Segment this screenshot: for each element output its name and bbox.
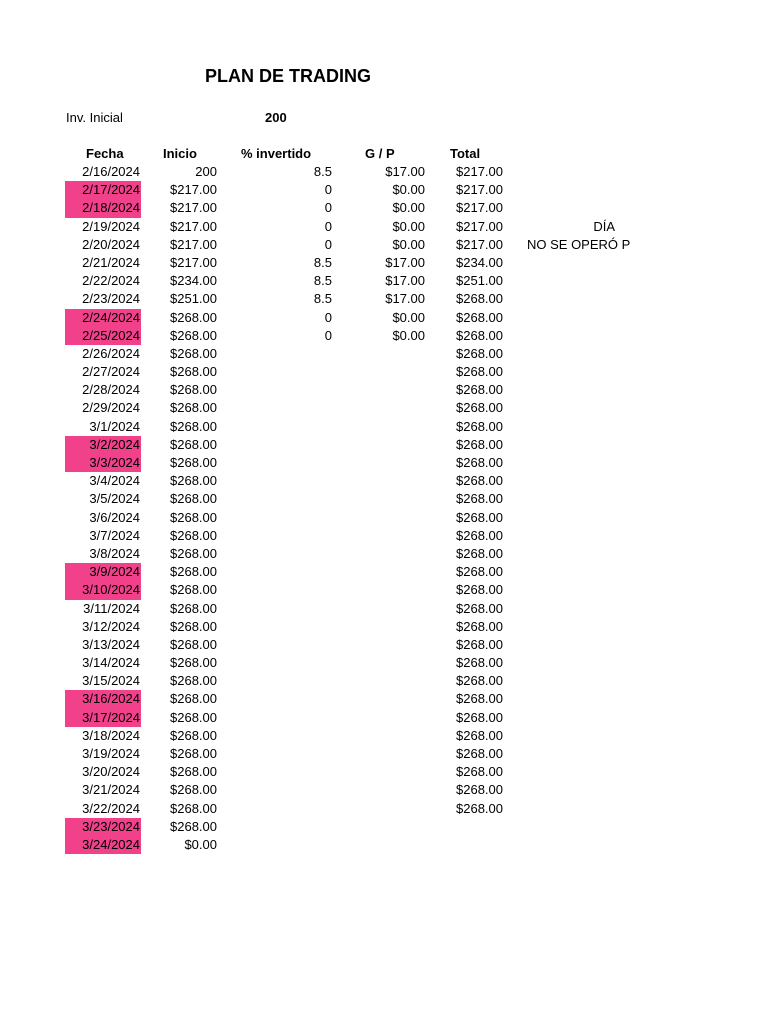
table-row — [0, 709, 768, 727]
cell-fecha[interactable]: 3/7/2024 — [89, 527, 140, 543]
cell-pct-invertido[interactable]: 8.5 — [313, 291, 332, 307]
cell-inicio[interactable]: $0.00 — [184, 836, 217, 852]
table-row — [0, 381, 768, 399]
cell-pct-invertido[interactable] — [250, 490, 332, 508]
cell-inicio[interactable]: $268.00 — [170, 564, 217, 580]
cell-total[interactable]: $217.00 — [456, 200, 503, 216]
table-row — [0, 636, 768, 654]
cell-inicio[interactable]: $268.00 — [170, 455, 217, 470]
cell-total[interactable]: $268.00 — [456, 600, 503, 616]
cell-total[interactable]: $268.00 — [456, 527, 503, 543]
table-row — [0, 345, 768, 363]
cell-total[interactable]: $268.00 — [456, 709, 503, 725]
cell-total[interactable]: $268.00 — [456, 545, 503, 561]
table-row — [0, 490, 768, 508]
cell-gp[interactable]: $0.00 — [392, 200, 425, 216]
cell-gp[interactable]: $17.00 — [385, 273, 425, 289]
table-row — [0, 836, 768, 854]
cell-gp[interactable] — [345, 600, 425, 618]
table-row — [0, 218, 768, 236]
cell-fecha[interactable]: 2/27/2024 — [82, 364, 140, 380]
cell-inicio[interactable]: $268.00 — [170, 691, 217, 707]
cell-inicio[interactable]: $251.00 — [170, 291, 217, 307]
table-row — [0, 509, 768, 527]
cell-pct-invertido[interactable] — [250, 727, 332, 745]
cell-fecha[interactable]: 2/16/2024 — [82, 164, 140, 179]
cell-total[interactable]: $268.00 — [456, 327, 503, 343]
header-total: Total — [450, 146, 481, 161]
cell-gp[interactable] — [345, 800, 425, 818]
cell-inicio[interactable]: $268.00 — [170, 727, 217, 743]
cell-pct-invertido[interactable]: 0 — [324, 309, 332, 325]
cell-fecha[interactable]: 3/20/2024 — [82, 764, 140, 780]
cell-pct-invertido[interactable] — [250, 709, 332, 727]
cell-inicio[interactable]: $268.00 — [170, 818, 217, 834]
cell-gp[interactable] — [345, 399, 425, 417]
cell-total[interactable]: $217.00 — [456, 164, 503, 179]
cell-total[interactable]: $268.00 — [456, 582, 503, 598]
cell-gp[interactable]: $0.00 — [392, 182, 425, 198]
cell-gp[interactable] — [345, 527, 425, 545]
cell-fecha[interactable]: 3/24/2024 — [65, 836, 141, 854]
cell-fecha[interactable]: 3/9/2024 — [65, 563, 141, 581]
cell-inicio[interactable]: $217.00 — [170, 236, 217, 252]
cell-gp[interactable]: $0.00 — [392, 218, 425, 234]
cell-gp[interactable] — [345, 618, 425, 636]
cell-pct-invertido[interactable] — [250, 345, 332, 363]
cell-gp[interactable]: $17.00 — [385, 291, 425, 307]
cell-total[interactable]: $268.00 — [456, 455, 503, 470]
table-row — [0, 363, 768, 381]
table-row — [0, 690, 768, 708]
cell-pct-invertido[interactable] — [250, 600, 332, 618]
cell-gp[interactable] — [345, 636, 425, 654]
cell-gp[interactable] — [345, 818, 425, 836]
cell-pct-invertido[interactable] — [250, 436, 332, 454]
cell-fecha[interactable]: 2/24/2024 — [65, 309, 141, 327]
cell-fecha[interactable]: 3/17/2024 — [65, 709, 141, 727]
cell-fecha[interactable]: 3/3/2024 — [65, 454, 141, 472]
cell-fecha[interactable]: 3/6/2024 — [89, 509, 140, 525]
cell-gp[interactable] — [345, 345, 425, 363]
cell-total[interactable]: $268.00 — [456, 364, 503, 380]
table-row — [0, 654, 768, 672]
cell-total[interactable]: $268.00 — [456, 309, 503, 325]
note-no-se-opero: NO SE OPERÓ P — [527, 237, 631, 252]
cell-fecha[interactable]: 3/1/2024 — [89, 418, 140, 434]
inv-inicial-value[interactable]: 200 — [265, 110, 287, 125]
table-row — [0, 563, 768, 581]
cell-inicio[interactable]: $268.00 — [170, 364, 217, 380]
cell-total[interactable]: $217.00 — [456, 182, 503, 198]
cell-fecha[interactable]: 2/25/2024 — [65, 327, 141, 345]
cell-fecha[interactable]: 3/8/2024 — [89, 545, 140, 561]
table-row — [0, 545, 768, 563]
cell-pct-invertido[interactable]: 8.5 — [313, 273, 332, 289]
cell-pct-invertido[interactable] — [250, 636, 332, 654]
cell-fecha[interactable]: 3/23/2024 — [65, 818, 141, 836]
cell-gp[interactable] — [345, 581, 425, 599]
cell-inicio[interactable]: $268.00 — [170, 491, 217, 507]
cell-total[interactable]: $268.00 — [456, 473, 503, 489]
cell-pct-invertido[interactable] — [250, 654, 332, 672]
cell-total[interactable]: $268.00 — [456, 655, 503, 671]
cell-total[interactable]: $268.00 — [456, 727, 503, 743]
cell-inicio[interactable]: $268.00 — [170, 309, 217, 325]
cell-pct-invertido[interactable]: 8.5 — [313, 164, 332, 179]
cell-fecha[interactable]: 2/29/2024 — [82, 400, 140, 416]
cell-total[interactable]: $268.00 — [456, 691, 503, 707]
cell-pct-invertido[interactable] — [250, 381, 332, 399]
cell-inicio[interactable]: $217.00 — [170, 200, 217, 216]
cell-fecha[interactable]: 3/22/2024 — [82, 800, 140, 816]
cell-inicio[interactable]: $268.00 — [170, 618, 217, 634]
table-row — [0, 600, 768, 618]
table-row — [0, 327, 768, 345]
table-row — [0, 781, 768, 799]
cell-pct-invertido[interactable]: 0 — [324, 218, 332, 234]
cell-gp[interactable]: $0.00 — [392, 309, 425, 325]
cell-pct-invertido[interactable] — [250, 781, 332, 799]
cell-pct-invertido[interactable] — [250, 836, 332, 854]
cell-pct-invertido[interactable] — [250, 545, 332, 563]
cell-inicio[interactable]: $268.00 — [170, 582, 217, 598]
cell-total[interactable]: $217.00 — [456, 218, 503, 234]
cell-total[interactable]: $268.00 — [456, 636, 503, 652]
cell-fecha[interactable]: 3/4/2024 — [89, 473, 140, 489]
cell-inicio[interactable]: $268.00 — [170, 746, 217, 761]
cell-fecha[interactable]: 3/11/2024 — [83, 600, 140, 616]
cell-total[interactable]: $268.00 — [456, 382, 503, 398]
cell-total[interactable]: $268.00 — [456, 291, 503, 307]
cell-fecha[interactable]: 2/20/2024 — [82, 236, 140, 252]
cell-pct-invertido[interactable]: 0 — [324, 182, 332, 198]
cell-total[interactable]: $268.00 — [456, 746, 503, 761]
cell-gp[interactable] — [345, 545, 425, 563]
cell-inicio[interactable]: $268.00 — [170, 600, 217, 616]
cell-gp[interactable] — [345, 472, 425, 490]
cell-fecha[interactable]: 3/2/2024 — [65, 436, 141, 454]
cell-pct-invertido[interactable]: 0 — [324, 327, 332, 343]
cell-inicio[interactable]: $268.00 — [170, 509, 217, 525]
table-row — [0, 818, 768, 836]
cell-fecha[interactable]: 2/21/2024 — [82, 254, 140, 270]
table-row — [0, 800, 768, 818]
cell-total[interactable]: $268.00 — [456, 345, 503, 361]
cell-total[interactable]: $268.00 — [456, 509, 503, 525]
cell-pct-invertido[interactable]: 8.5 — [313, 254, 332, 270]
page-title: PLAN DE TRADING — [205, 66, 371, 86]
table-row — [0, 199, 768, 217]
table-row — [0, 672, 768, 690]
cell-fecha[interactable]: 2/17/2024 — [65, 181, 141, 199]
cell-fecha[interactable]: 3/12/2024 — [82, 618, 140, 634]
cell-gp[interactable]: $17.00 — [385, 254, 425, 270]
table-row — [0, 763, 768, 781]
table-row — [0, 581, 768, 599]
table-row — [0, 436, 768, 454]
cell-total[interactable]: $251.00 — [456, 273, 503, 289]
cell-inicio[interactable]: $268.00 — [170, 636, 217, 652]
table-row — [0, 727, 768, 745]
cell-gp[interactable]: $17.00 — [385, 164, 425, 179]
cell-fecha[interactable]: 3/18/2024 — [82, 727, 140, 743]
cell-fecha[interactable]: 3/14/2024 — [82, 655, 140, 671]
cell-inicio[interactable]: $268.00 — [170, 527, 217, 543]
cell-total[interactable]: $268.00 — [456, 782, 503, 798]
cell-inicio[interactable]: $268.00 — [170, 418, 217, 434]
cell-pct-invertido[interactable] — [250, 363, 332, 381]
table-row — [0, 236, 768, 254]
cell-gp[interactable] — [345, 563, 425, 581]
table-row — [0, 163, 768, 181]
cell-gp[interactable] — [345, 654, 425, 672]
cell-gp[interactable] — [345, 690, 425, 708]
cell-inicio[interactable]: $268.00 — [170, 800, 217, 816]
cell-gp[interactable]: $0.00 — [392, 327, 425, 343]
cell-pct-invertido[interactable] — [250, 581, 332, 599]
cell-gp[interactable] — [345, 781, 425, 799]
table-row — [0, 745, 768, 763]
cell-gp[interactable] — [345, 490, 425, 508]
cell-fecha[interactable]: 2/26/2024 — [82, 345, 140, 361]
cell-inicio[interactable]: $268.00 — [170, 673, 217, 689]
table-row — [0, 472, 768, 490]
cell-gp[interactable] — [345, 763, 425, 781]
cell-inicio[interactable]: $268.00 — [170, 436, 217, 452]
cell-total[interactable]: $234.00 — [456, 254, 503, 270]
cell-pct-invertido[interactable] — [250, 800, 332, 818]
cell-pct-invertido[interactable] — [250, 618, 332, 636]
cell-gp[interactable] — [345, 363, 425, 381]
table-row — [0, 618, 768, 636]
cell-total[interactable]: $268.00 — [456, 618, 503, 634]
cell-fecha[interactable]: 2/28/2024 — [82, 382, 140, 398]
note-dia: DÍA — [593, 219, 615, 234]
table-row — [0, 527, 768, 545]
cell-gp[interactable] — [345, 418, 425, 436]
table-row — [0, 290, 768, 308]
cell-pct-invertido[interactable] — [250, 690, 332, 708]
cell-fecha[interactable]: 3/19/2024 — [82, 746, 140, 761]
table-row — [0, 454, 768, 472]
cell-pct-invertido[interactable] — [250, 418, 332, 436]
cell-inicio[interactable]: $234.00 — [170, 273, 217, 289]
cell-inicio[interactable]: $217.00 — [170, 182, 217, 198]
cell-gp[interactable] — [345, 509, 425, 527]
header-inicio: Inicio — [163, 146, 197, 161]
cell-total[interactable]: $268.00 — [456, 491, 503, 507]
cell-inicio[interactable]: 200 — [195, 164, 217, 179]
table-row — [0, 399, 768, 417]
cell-pct-invertido[interactable] — [250, 745, 332, 763]
cell-total[interactable]: $268.00 — [456, 764, 503, 780]
cell-gp[interactable] — [345, 454, 425, 472]
cell-fecha[interactable]: 3/15/2024 — [82, 673, 140, 689]
cell-total[interactable]: $268.00 — [456, 400, 503, 416]
cell-inicio[interactable]: $268.00 — [170, 764, 217, 780]
cell-pct-invertido[interactable] — [250, 509, 332, 527]
cell-total[interactable]: $268.00 — [456, 800, 503, 816]
cell-pct-invertido[interactable] — [250, 672, 332, 690]
table-row — [0, 309, 768, 327]
cell-fecha[interactable]: 3/5/2024 — [89, 491, 140, 507]
cell-pct-invertido[interactable] — [250, 818, 332, 836]
cell-fecha[interactable]: 2/23/2024 — [82, 291, 140, 307]
table-row — [0, 418, 768, 436]
cell-pct-invertido[interactable] — [250, 763, 332, 781]
cell-fecha[interactable]: 3/21/2024 — [82, 782, 140, 798]
table-row — [0, 254, 768, 272]
cell-fecha[interactable]: 3/16/2024 — [65, 690, 141, 708]
cell-fecha[interactable]: 3/10/2024 — [65, 581, 141, 599]
cell-pct-invertido[interactable] — [250, 527, 332, 545]
header-gp: G / P — [365, 146, 395, 161]
cell-fecha[interactable]: 3/13/2024 — [82, 636, 140, 652]
cell-gp[interactable] — [345, 745, 425, 763]
cell-inicio[interactable]: $268.00 — [170, 345, 217, 361]
cell-gp[interactable] — [345, 727, 425, 745]
cell-pct-invertido[interactable]: 0 — [324, 236, 332, 252]
cell-total[interactable]: $268.00 — [456, 418, 503, 434]
cell-inicio[interactable]: $268.00 — [170, 655, 217, 671]
cell-total[interactable] — [430, 836, 503, 854]
cell-fecha[interactable]: 2/22/2024 — [82, 273, 140, 289]
cell-inicio[interactable]: $268.00 — [170, 382, 217, 398]
header-fecha: Fecha — [86, 146, 124, 161]
cell-gp[interactable] — [345, 672, 425, 690]
cell-pct-invertido[interactable] — [250, 454, 332, 472]
cell-total[interactable] — [430, 818, 503, 836]
cell-inicio[interactable]: $268.00 — [170, 545, 217, 561]
cell-inicio[interactable]: $268.00 — [170, 473, 217, 489]
cell-gp[interactable] — [345, 436, 425, 454]
cell-fecha[interactable]: 2/19/2024 — [82, 218, 140, 234]
cell-total[interactable]: $268.00 — [456, 564, 503, 580]
cell-total[interactable]: $268.00 — [456, 673, 503, 689]
cell-pct-invertido[interactable] — [250, 563, 332, 581]
header-pct-invertido: % invertido — [241, 146, 312, 161]
cell-inicio[interactable]: $217.00 — [170, 254, 217, 270]
cell-fecha[interactable]: 2/18/2024 — [65, 199, 141, 217]
inv-inicial-label: Inv. Inicial — [66, 110, 123, 125]
cell-inicio[interactable]: $268.00 — [170, 400, 217, 416]
table-row — [0, 272, 768, 290]
table-row — [0, 181, 768, 199]
cell-inicio[interactable]: $217.00 — [170, 218, 217, 234]
cell-gp[interactable]: $0.00 — [392, 236, 425, 252]
cell-pct-invertido[interactable] — [250, 399, 332, 417]
cell-gp[interactable] — [345, 709, 425, 727]
cell-inicio[interactable]: $268.00 — [170, 782, 217, 798]
cell-gp[interactable] — [345, 836, 425, 854]
cell-gp[interactable] — [345, 381, 425, 399]
cell-inicio[interactable]: $268.00 — [170, 709, 217, 725]
data-table — [0, 163, 768, 854]
cell-total[interactable]: $217.00 — [456, 236, 503, 252]
cell-total[interactable]: $268.00 — [456, 436, 503, 452]
cell-inicio[interactable]: $268.00 — [170, 327, 217, 343]
cell-pct-invertido[interactable] — [250, 472, 332, 490]
cell-pct-invertido[interactable]: 0 — [324, 200, 332, 216]
